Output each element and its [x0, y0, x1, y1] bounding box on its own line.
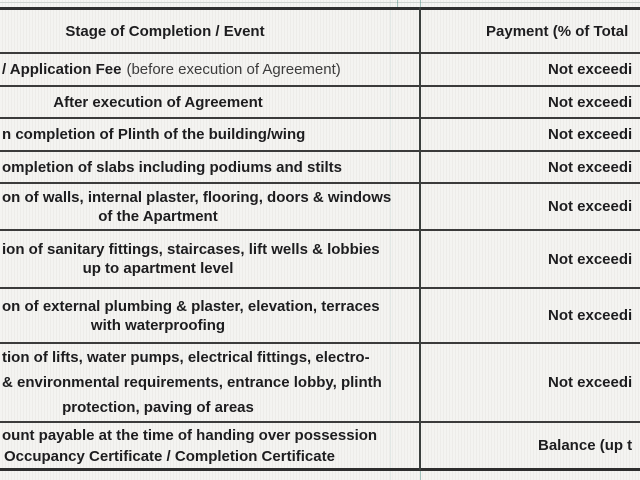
- payment-header-cell: [422, 10, 640, 52]
- table-row: [0, 231, 640, 287]
- stage-text: After execution of Agreement: [53, 93, 263, 111]
- table-row: [0, 87, 640, 117]
- payment-text: Not exceedi: [548, 61, 633, 78]
- stage-header-label: Stage of Completion / Event: [65, 22, 265, 40]
- gridline-vertical: [397, 0, 398, 7]
- table-row: [0, 344, 640, 421]
- stage-text: ion of sanitary fittings, staircases, lift wells & lobbies: [2, 241, 380, 258]
- payment-cell: [422, 87, 640, 117]
- stage-text: tion of lifts, water pumps, electrical fittings, electro-: [2, 349, 370, 366]
- stage-text: ompletion of slabs including podiums and stilts: [2, 158, 343, 176]
- stage-cell: [0, 87, 420, 117]
- table-header-row: [0, 10, 640, 52]
- stage-text: on of walls, internal plaster, flooring, doors & windows: [2, 188, 392, 206]
- stage-cell: [0, 119, 420, 150]
- table-row: [0, 152, 640, 182]
- payment-cell: [422, 231, 640, 287]
- payment-cell: [422, 54, 640, 85]
- payment-cell: [422, 289, 640, 342]
- table-row: [0, 184, 640, 229]
- payment-cell: [422, 152, 640, 182]
- table-row: [0, 54, 640, 85]
- payment-text: Not exceedi: [548, 307, 633, 324]
- stage-text: of the Apartment: [98, 207, 218, 225]
- gridline-horizontal: [0, 2, 640, 3]
- gridline-vertical: [420, 471, 421, 480]
- stage-cell: [0, 289, 420, 342]
- payment-text: Not exceedi: [548, 126, 633, 143]
- payment-text: Balance (up t: [538, 437, 633, 454]
- payment-cell: [422, 423, 640, 468]
- payment-header-label: Payment (% of Total: [486, 22, 629, 40]
- table-row: [0, 423, 640, 468]
- payment-cell: [422, 344, 640, 421]
- stage-header-cell: [0, 10, 420, 52]
- payment-text: Not exceedi: [548, 93, 633, 111]
- stage-cell: [0, 423, 420, 468]
- stage-note-text: (before execution of Agreement): [126, 61, 341, 78]
- stage-text: protection, paving of areas: [62, 399, 254, 416]
- gridline-vertical: [420, 0, 421, 7]
- stage-text: with waterproofing: [90, 316, 226, 334]
- stage-cell: [0, 231, 420, 287]
- payment-text: Not exceedi: [548, 198, 633, 215]
- payment-text: Not exceedi: [548, 250, 633, 268]
- payment-cell: [422, 184, 640, 229]
- stage-text: & environmental requirements, entrance lobby, plinth: [2, 374, 382, 391]
- stage-text: up to apartment level: [82, 260, 234, 277]
- stage-cell: [0, 54, 420, 85]
- table-bottom-border: [0, 468, 640, 471]
- stage-text: n completion of Plinth of the building/wing: [2, 126, 306, 143]
- stage-text: Occupancy Certificate / Completion Certificate: [4, 447, 335, 465]
- stage-cell: [0, 184, 420, 229]
- table-row: [0, 119, 640, 150]
- stage-text: ount payable at the time of handing over possession: [2, 426, 378, 444]
- table-row: [0, 289, 640, 342]
- payment-text: Not exceedi: [548, 374, 633, 391]
- stage-cell: [0, 152, 420, 182]
- payment-cell: [422, 119, 640, 150]
- stage-cell: [0, 344, 420, 421]
- stage-text: on of external plumbing & plaster, elevation, terraces: [2, 297, 380, 315]
- stage-text: / Application Fee: [2, 61, 122, 78]
- payment-text: Not exceedi: [548, 158, 633, 176]
